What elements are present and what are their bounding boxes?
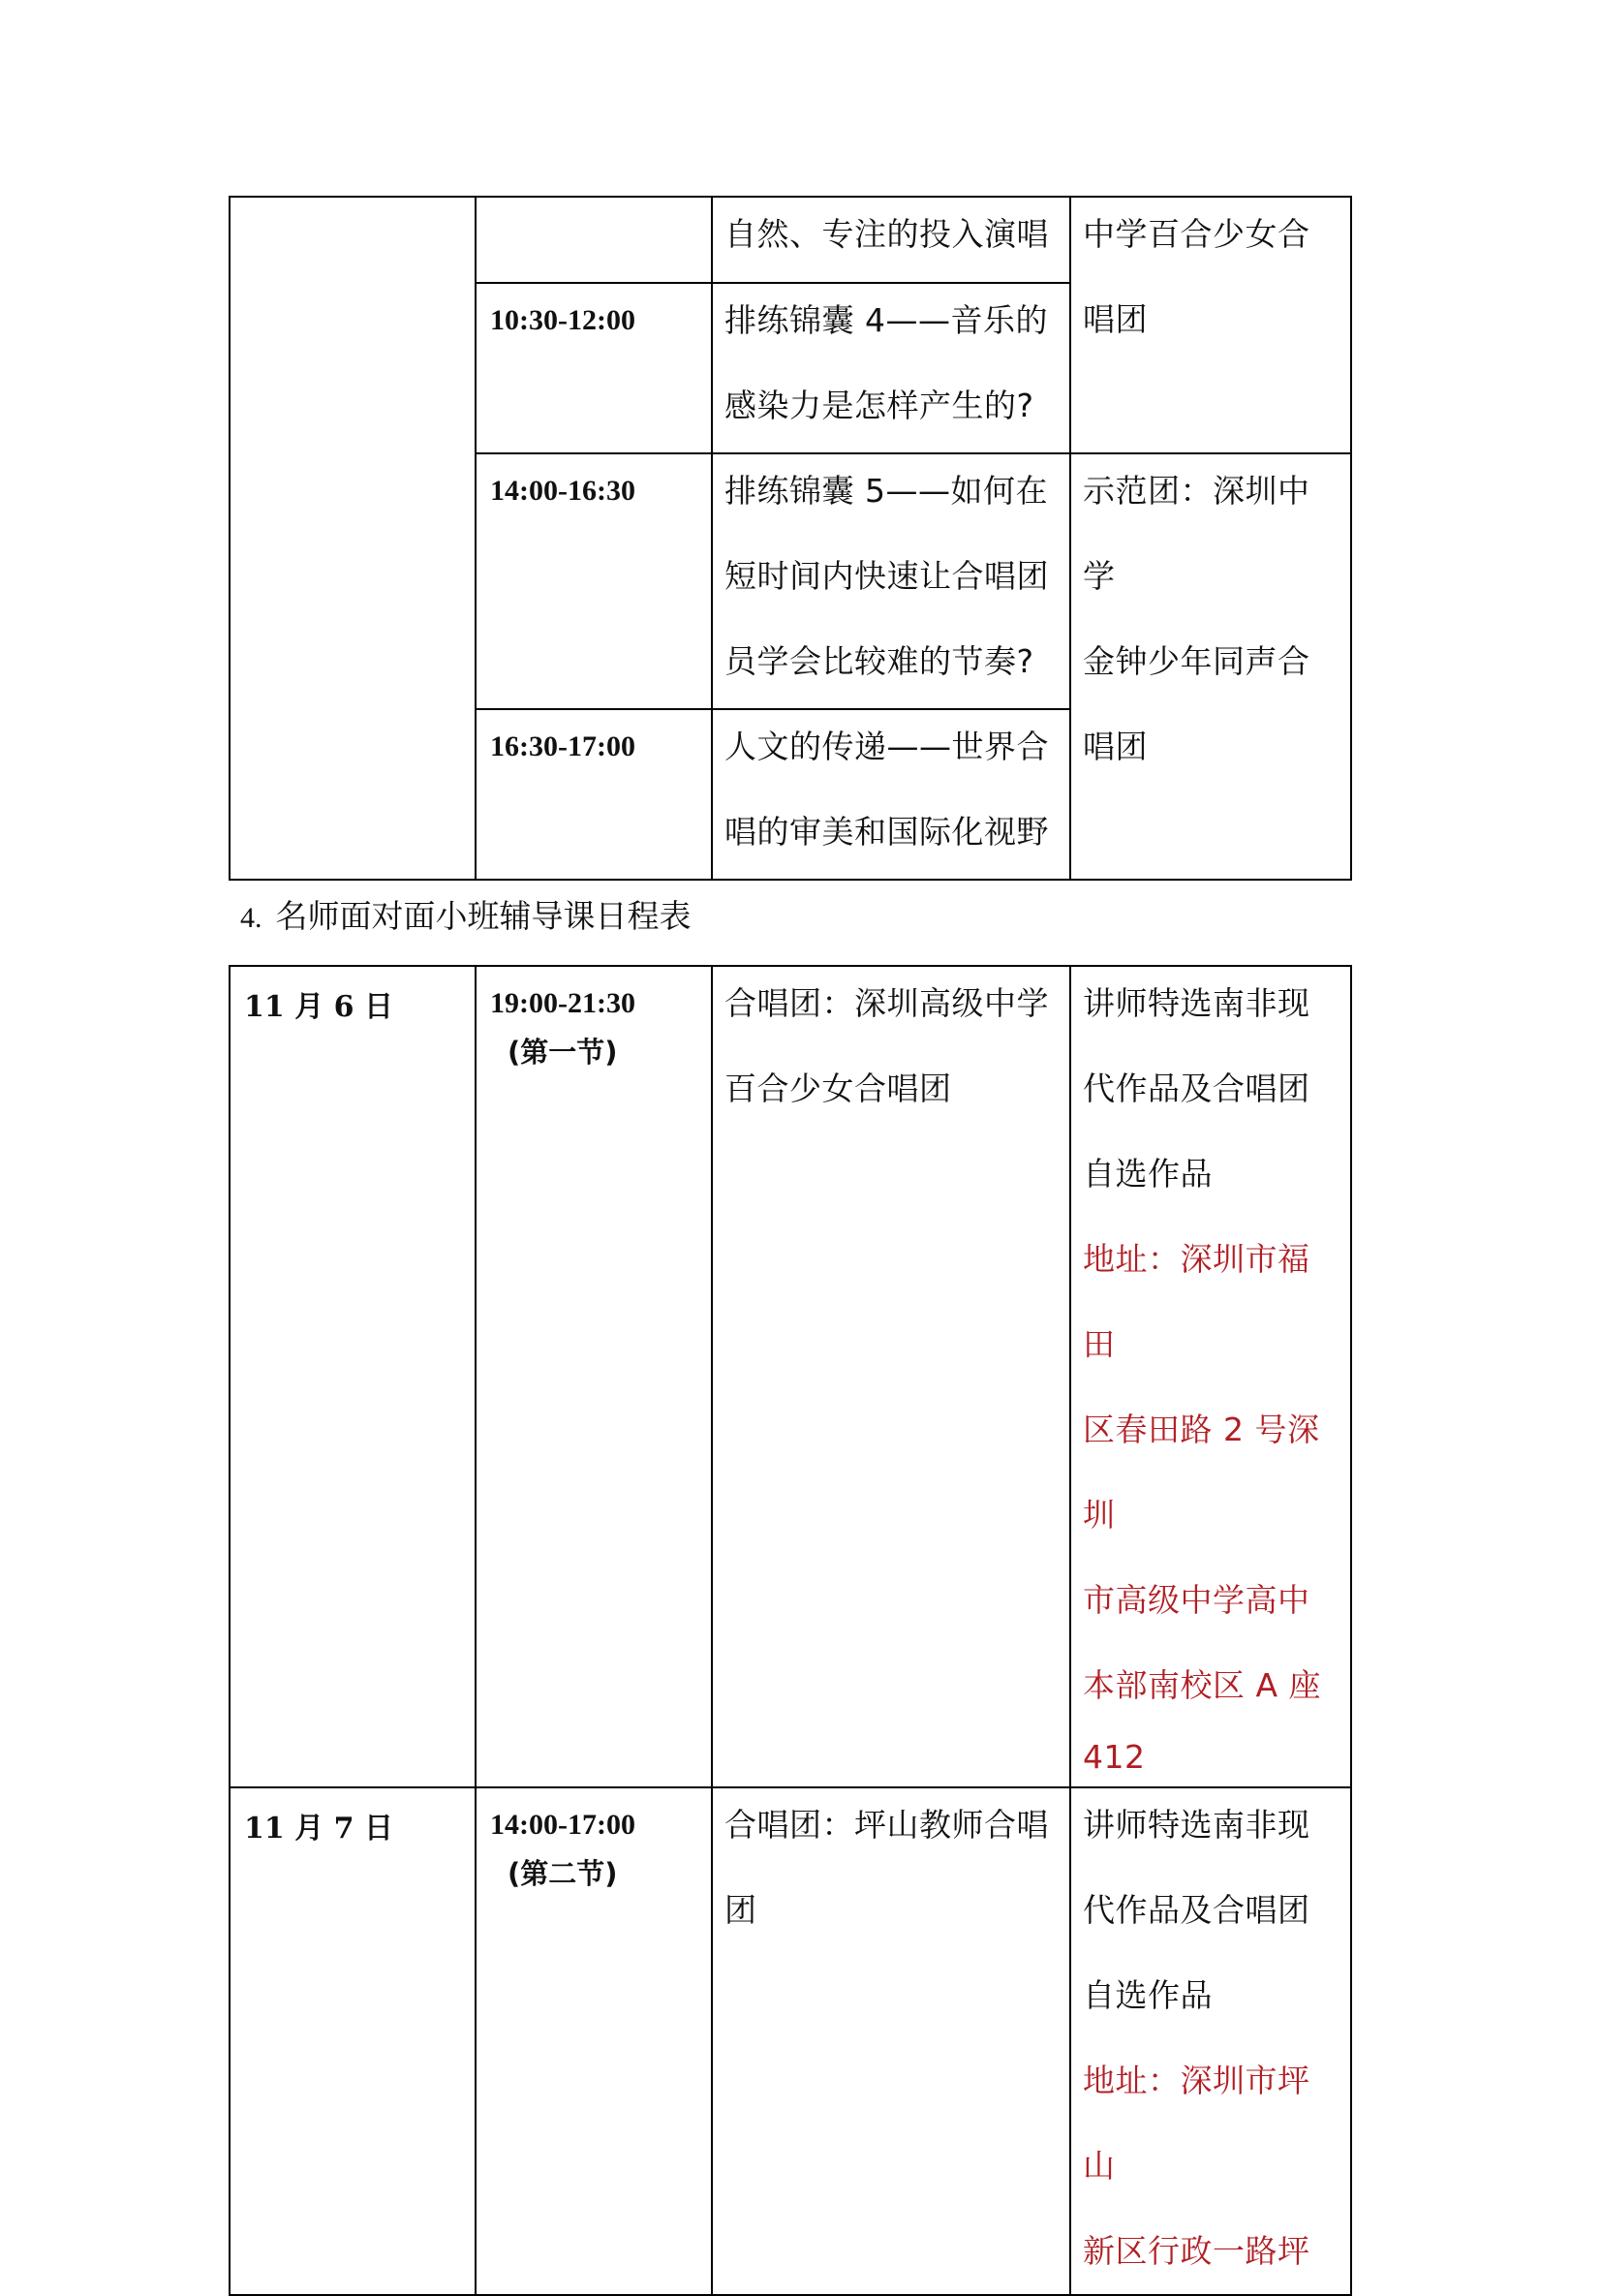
time-range: 19:00-21:30 <box>490 987 635 1019</box>
address-line: 区春田路 2 号深圳 <box>1083 1411 1320 1534</box>
address-line: 市高级中学高中 <box>1083 1581 1310 1619</box>
choir-cell: 合唱团：深圳高级中学 百合少女合唱团 <box>712 966 1070 1787</box>
time-cell: 10:30-12:00 <box>476 283 712 453</box>
schedule-table-continued <box>229 196 1352 881</box>
repertoire-cell: 讲师特选南非现 代作品及合唱团 自选作品 地址：深圳市福田 区春田路 2 号深圳 市高级中学高中 本部南校区 A 座 412 <box>1070 966 1351 1787</box>
note-cell: 示范团：深圳中学 金钟少年同声合 唱团 <box>1070 453 1351 880</box>
table-row <box>230 197 1351 283</box>
session-label: (第一节) <box>508 1036 618 1069</box>
time-cell: 14:00-16:30 <box>476 453 712 709</box>
address-line: 地址：深圳市福田 <box>1083 1240 1310 1363</box>
address-line: 本部南校区 A 座 <box>1083 1666 1322 1704</box>
date-cell: 11 月 6 日 <box>230 966 476 1787</box>
note-cell: 中学百合少女合 唱团 <box>1070 197 1351 453</box>
repertoire-cell: 讲师特选南非现 代作品及合唱团 自选作品 地址：深圳市坪山 新区行政一路坪 <box>1070 1787 1351 2295</box>
topic-cell: 排练锦囊 5——如何在 短时间内快速让合唱团 员学会比较难的节奏? <box>712 453 1070 709</box>
session-label: (第二节) <box>508 1857 618 1890</box>
date-cell: 11 月 7 日 <box>230 1787 476 2295</box>
address-line: 新区行政一路坪 <box>1083 2232 1310 2270</box>
table-row <box>230 1787 1351 2295</box>
time-cell <box>476 1787 712 2295</box>
table-row <box>230 966 1351 1787</box>
time-cell <box>476 966 712 1787</box>
coaching-schedule-table <box>229 965 1352 2296</box>
time-range: 14:00-17:00 <box>490 1809 635 1841</box>
topic-cell: 自然、专注的投入演唱 <box>712 197 1070 283</box>
section-title: 名师面对面小班辅导课日程表 <box>275 897 692 935</box>
topic-cell: 排练锦囊 4——音乐的 感染力是怎样产生的? <box>712 283 1070 453</box>
address-line: 412 <box>1083 1738 1146 1776</box>
time-cell: 16:30-17:00 <box>476 709 712 880</box>
address-line: 地址：深圳市坪山 <box>1083 2062 1310 2185</box>
time-cell <box>476 197 712 283</box>
topic-cell: 人文的传递——世界合 唱的审美和国际化视野 <box>712 709 1070 880</box>
section-heading <box>240 895 692 940</box>
choir-cell: 合唱团：坪山教师合唱 团 <box>712 1787 1070 2295</box>
section-number: 4. <box>240 902 262 934</box>
date-cell-empty <box>230 197 476 880</box>
